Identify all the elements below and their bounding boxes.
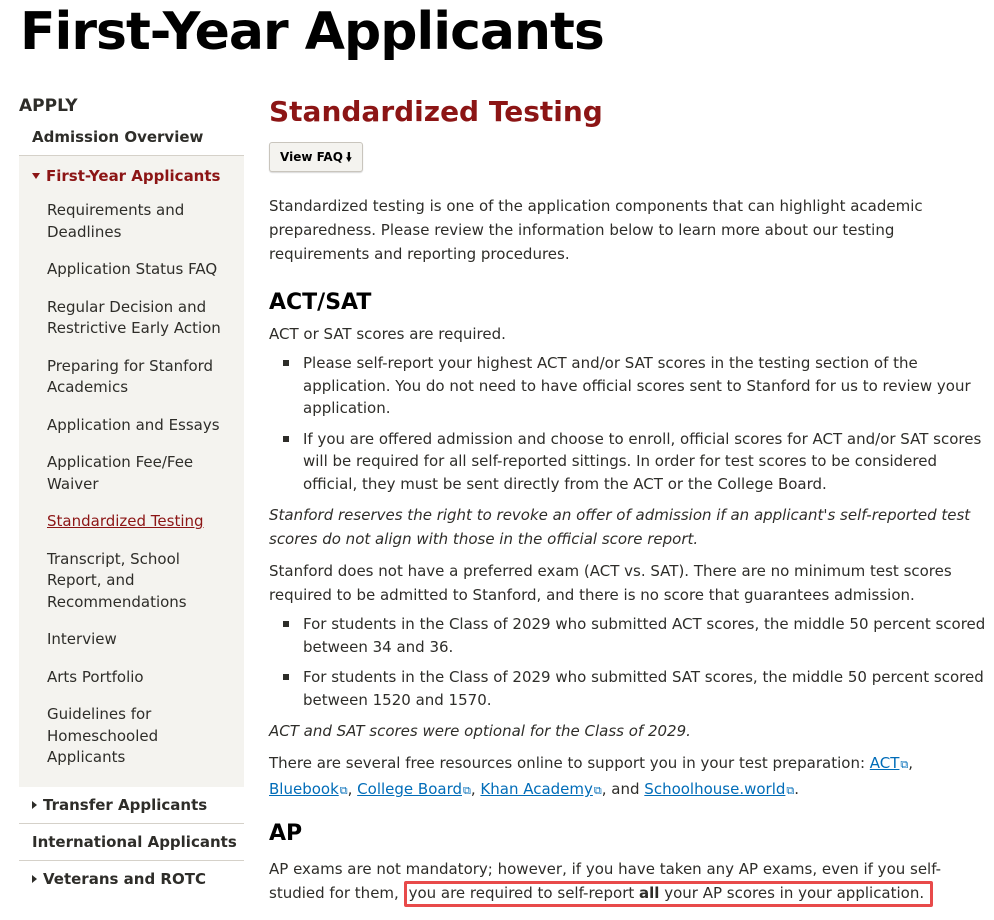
view-faq-button[interactable] xyxy=(269,142,363,172)
separator: , and xyxy=(601,780,645,798)
list-item: Please self-report your highest ACT and/or SAT scores in the testing section of the application. You do not need to have official scores sent to Stanford for us to review your application. xyxy=(283,352,991,420)
resources-paragraph xyxy=(269,751,991,803)
ap-text: AP exams are not mandatory; however, if you have taken any AP exams, even if you self-studied for them, xyxy=(269,860,942,902)
highlight-text: your AP scores in your application. xyxy=(659,884,925,902)
sidebar-item-interview[interactable]: Interview xyxy=(47,630,117,648)
ap-heading: AP xyxy=(269,821,303,846)
score-bullets xyxy=(269,613,991,711)
sidebar-item-status-faq[interactable]: Application Status FAQ xyxy=(47,260,218,278)
external-link-icon: ⧉ xyxy=(593,784,602,797)
highlight-text: you are required to self-report xyxy=(408,884,640,902)
sidebar-item-international[interactable]: International Applicants xyxy=(19,824,244,861)
ap-paragraph xyxy=(269,857,991,905)
sidebar-heading: APPLY xyxy=(19,96,78,116)
act-sat-bullets xyxy=(269,352,991,495)
sidebar-sublist xyxy=(19,192,244,777)
caret-right-icon xyxy=(32,801,37,809)
external-link-icon: ⧉ xyxy=(463,784,471,797)
act-link[interactable]: ACT xyxy=(869,754,900,772)
separator: . xyxy=(794,780,800,798)
intro-paragraph: Standardized testing is one of the application components that can highlight academic preparedness. Please review the information below to learn more about our testing requirements and reporting procedures. xyxy=(269,197,923,263)
resources-intro: There are several free resources online to support you in your test preparation: xyxy=(269,754,870,772)
sidebar-item-transcript[interactable]: Transcript, School Report, and Recommendations xyxy=(47,549,187,611)
khan-academy-link[interactable]: Khan Academy xyxy=(480,780,593,798)
revoke-note: Stanford reserves the right to revoke an offer of admission if an applicant's self-reported test scores do not align with those in the official score report. xyxy=(269,506,971,548)
separator: , xyxy=(347,780,358,798)
sidebar-item-first-year-label: First-Year Applicants xyxy=(46,167,221,185)
act-sat-heading: ACT/SAT xyxy=(269,290,372,315)
sidebar-nav xyxy=(19,94,244,897)
optional-note: ACT and SAT scores were optional for the Class of 2029. xyxy=(269,722,691,740)
sidebar-item-veterans[interactable] xyxy=(19,861,244,897)
arrow-down-icon: 🠛 xyxy=(345,150,352,164)
sidebar-item-regular-decision[interactable]: Regular Decision and Restrictive Early Action xyxy=(47,297,221,337)
separator: , xyxy=(470,780,481,798)
sidebar-first-year-group xyxy=(19,156,244,787)
external-link-icon: ⧉ xyxy=(900,758,909,771)
highlight-box xyxy=(404,881,934,907)
sidebar-item-transfer[interactable] xyxy=(19,787,244,824)
caret-down-icon xyxy=(32,173,40,179)
act-sat-required: ACT or SAT scores are required. xyxy=(269,325,506,343)
separator: , xyxy=(908,754,914,772)
sidebar-item-homeschooled[interactable]: Guidelines for Homeschooled Applicants xyxy=(47,705,159,766)
sidebar-item-arts-portfolio[interactable]: Arts Portfolio xyxy=(47,667,144,686)
sidebar-item-veterans-label: Veterans and ROTC xyxy=(43,869,206,888)
list-item: For students in the Class of 2029 who submitted SAT scores, the middle 50 percent scored between 1520 and 1570. xyxy=(283,666,991,711)
external-link-icon: ⧉ xyxy=(339,784,348,797)
caret-right-icon xyxy=(32,875,37,883)
no-preference-paragraph: Stanford does not have a preferred exam (ACT vs. SAT). There are no minimum test scores required to be admitted to Stanford, and there is no score that guarantees admission. xyxy=(269,562,952,604)
sidebar-item-first-year[interactable] xyxy=(19,160,244,192)
sidebar-item-fee-waiver[interactable]: Application Fee/Fee Waiver xyxy=(47,453,194,493)
page-title: First-Year Applicants xyxy=(20,2,604,62)
section-title: Standardized Testing xyxy=(269,95,603,128)
sidebar-item-preparing[interactable]: Preparing for Stanford Academics xyxy=(47,356,214,396)
sidebar-item-requirements[interactable]: Requirements and Deadlines xyxy=(47,201,185,241)
external-link-icon: ⧉ xyxy=(786,784,795,797)
bluebook-link[interactable]: Bluebook xyxy=(269,780,339,798)
list-item: For students in the Class of 2029 who submitted ACT scores, the middle 50 percent scored between 34 and 36. xyxy=(283,613,991,658)
college-board-link[interactable]: College Board xyxy=(357,780,462,798)
main-content xyxy=(269,92,991,905)
list-item: If you are offered admission and choose to enroll, official scores for ACT and/or SAT scores will be required for all self-reported sittings. In order for test scores to be considered official, they must be sent directly from the ACT or the College Board. xyxy=(283,428,991,496)
sidebar-item-admission-overview[interactable]: Admission Overview xyxy=(19,121,244,156)
sidebar-item-standardized-testing[interactable]: Standardized Testing xyxy=(47,512,204,530)
schoolhouse-link[interactable]: Schoolhouse.world xyxy=(644,780,786,798)
sidebar-item-essays[interactable]: Application and Essays xyxy=(47,415,220,434)
sidebar-item-transfer-label: Transfer Applicants xyxy=(43,795,208,814)
view-faq-label: View FAQ xyxy=(280,150,343,164)
highlight-bold-text: all xyxy=(639,884,660,902)
